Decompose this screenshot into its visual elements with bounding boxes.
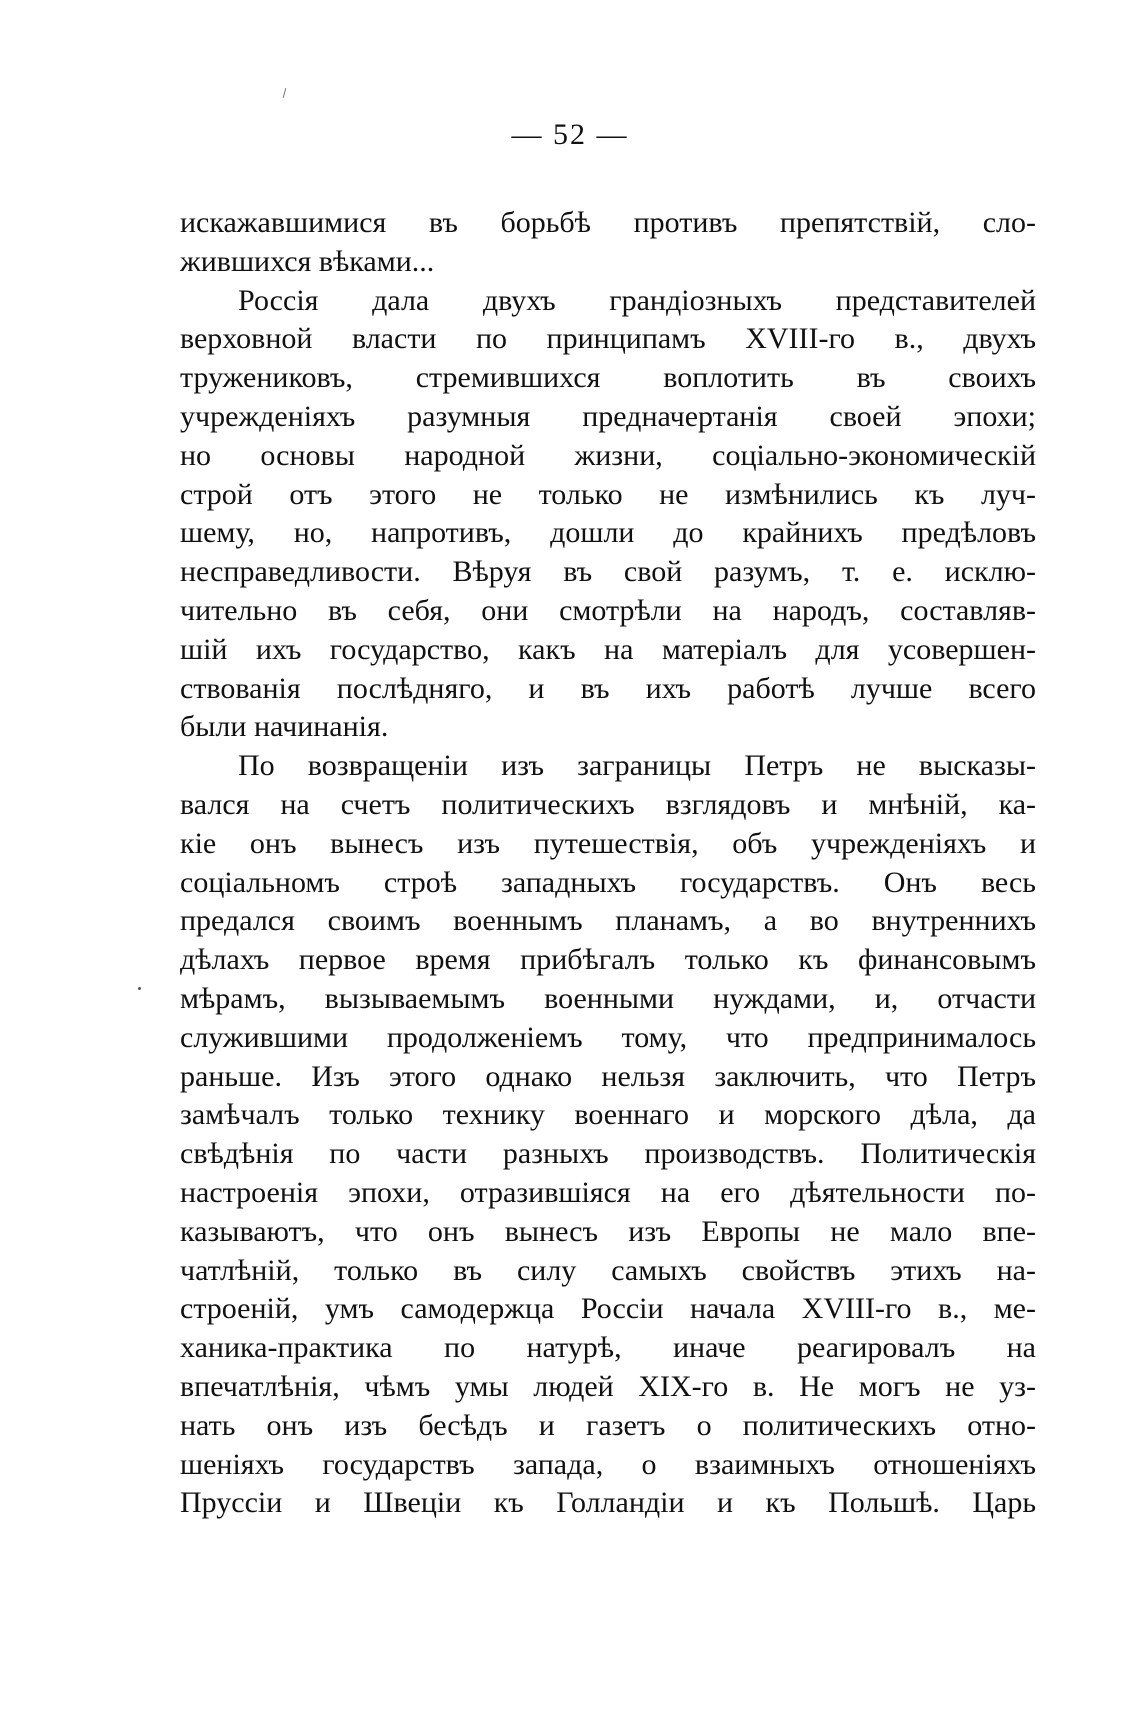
stray-mark — [283, 88, 287, 98]
text-line: шій ихъ государство, какъ на матеріалъ для усовершен- — [180, 632, 1036, 666]
text-line: служившими продолженіемъ тому, что предпринималось — [180, 1020, 1036, 1054]
text-line: ствованія послѣдняго, и въ ихъ работѣ лучше всего — [180, 671, 1036, 705]
text-line: шеніяхъ государствъ запада, о взаимныхъ отношеніяхъ — [180, 1447, 1036, 1481]
text-line: искажавшимися въ борьбѣ противъ препятствій, сло- — [180, 206, 1036, 239]
stray-dot — [138, 987, 141, 990]
text-line: раньше. Изъ этого однако нельзя заключить, что Петръ — [180, 1059, 1036, 1093]
text-line: несправедливости. Вѣруя въ свой разумъ, т. е. исклю- — [180, 555, 1036, 589]
text-line: были начинанія. — [180, 710, 389, 744]
text-line: шему, но, напротивъ, дошли до крайнихъ предѣловъ — [180, 516, 1036, 550]
text-line: строеній, умъ самодержца Россіи начала XVIII-го в., ме- — [180, 1292, 1036, 1326]
text-line: дѣлахъ первое время прибѣгалъ только къ финансовымъ — [180, 943, 1036, 977]
text-line: свѣдѣнія по части разныхъ производствъ. Политическія — [180, 1137, 1036, 1171]
text-line: чатлѣній, только въ силу самыхъ свойствъ этихъ на- — [180, 1253, 1036, 1287]
text-line: соціальномъ строѣ западныхъ государствъ. Онъ весь — [180, 865, 1036, 899]
text-line: кіе онъ вынесъ изъ путешествія, объ учрежденіяхъ и — [180, 826, 1036, 860]
text-line: нать онъ изъ бесѣдъ и газетъ о политическихъ отно- — [180, 1408, 1036, 1442]
text-line: Пруссіи и Швеціи къ Голландіи и къ Польшѣ. Царь — [180, 1486, 1036, 1520]
text-line: вался на счетъ политическихъ взглядовъ и мнѣній, ка- — [180, 787, 1036, 821]
text-line: чительно въ себя, они смотрѣли на народъ, составляв- — [180, 593, 1036, 627]
text-line: замѣчалъ только технику военнаго и морского дѣла, да — [180, 1098, 1036, 1132]
text-line: жившихся вѣками... — [180, 244, 435, 278]
body-text — [180, 204, 1036, 1523]
text-line: предался своимъ военнымъ планамъ, а во внутреннихъ — [180, 904, 1036, 938]
text-line: учрежденіяхъ разумныя предначертанія своей эпохи; — [180, 399, 1036, 433]
text-line: тружениковъ, стремившихся воплотить въ своихъ — [180, 361, 1036, 395]
text-line: строй отъ этого не только не измѣнились къ луч- — [180, 477, 1036, 511]
text-line: впечатлѣнія, чѣмъ умы людей XIX-го в. Не могъ не уз- — [180, 1369, 1036, 1403]
text-line: верховной власти по принципамъ XVIII-го в., двухъ — [180, 322, 1036, 356]
text-line: но основы народной жизни, соціально-экономическій — [180, 438, 1036, 472]
text-line: По возвращеніи изъ заграницы Петръ не высказы- — [238, 749, 1036, 783]
text-line: ханика-практика по натурѣ, иначе реагировалъ на — [180, 1331, 1036, 1365]
page-number: — 52 — — [511, 118, 629, 151]
text-line: мѣрамъ, вызываемымъ военными нуждами, и, отчасти — [180, 981, 1036, 1015]
text-line: казываютъ, что онъ вынесъ изъ Европы не мало впе- — [180, 1214, 1036, 1248]
text-line: Россія дала двухъ грандіозныхъ представителей — [238, 283, 1036, 317]
text-line: настроенія эпохи, отразившіяся на его дѣятельности по- — [180, 1175, 1036, 1209]
